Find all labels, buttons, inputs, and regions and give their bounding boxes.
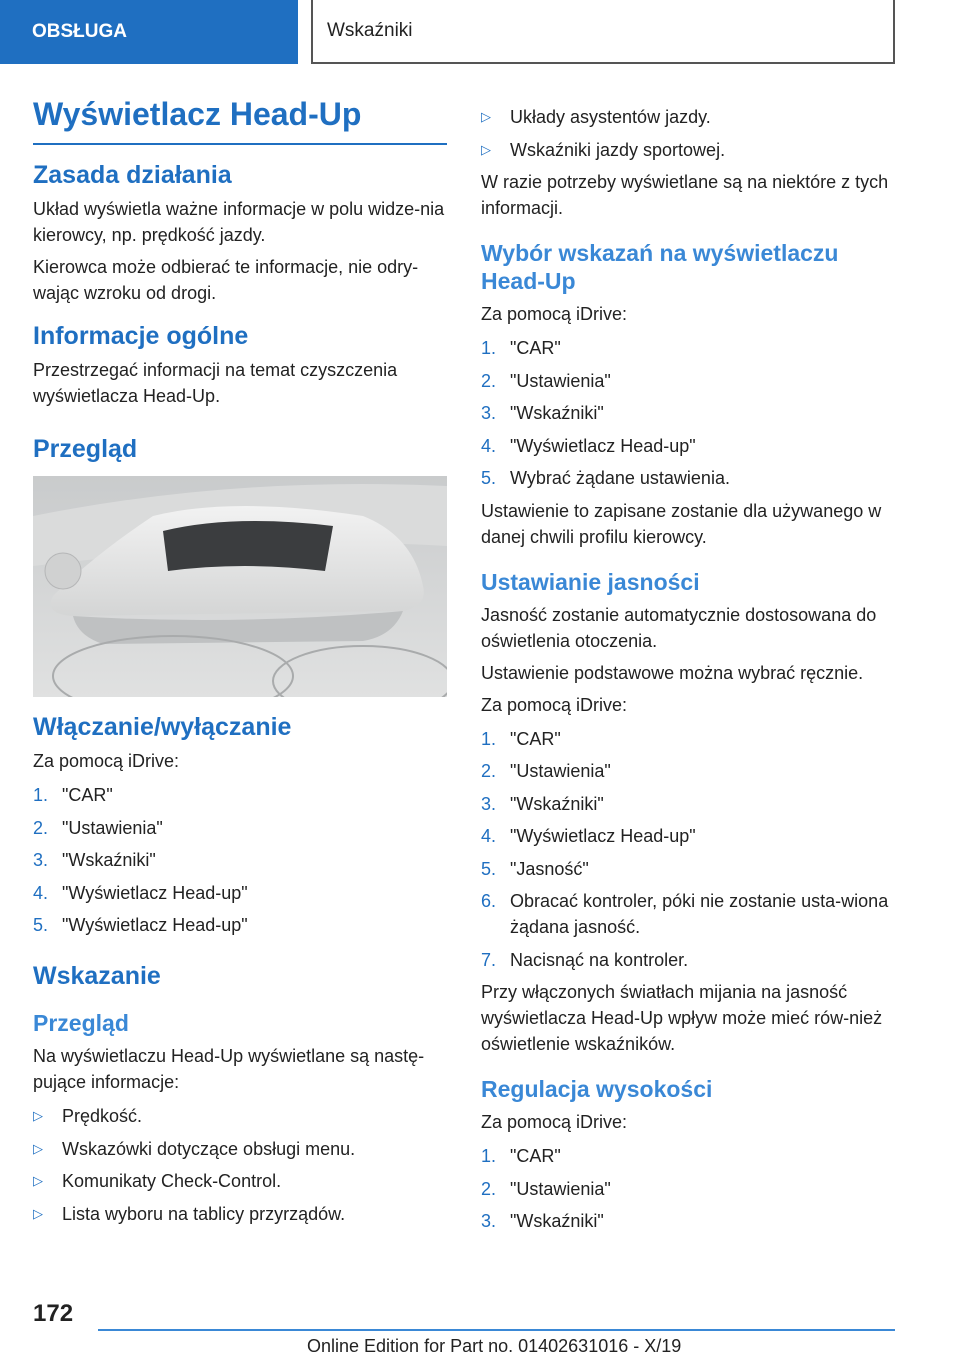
list-item: 1. "CAR" [481, 728, 561, 749]
list-item: ▷ Układy asystentów jazdy. [481, 104, 895, 130]
edition-note: Online Edition for Part no. 01402631016 - X/19 [307, 1336, 682, 1356]
steps-regulacja [481, 1143, 895, 1234]
paragraph: Za pomocą iDrive: [481, 694, 628, 715]
chapter-label: OBSŁUGA [32, 21, 127, 42]
paragraph: Przy włączonych światłach mijania na jasność wyświetlacza Head-Up wpływ może mieć rów-nież oświetlenie wskaźników. [481, 982, 883, 1054]
list-item: 2. "Ustawienia" [481, 370, 611, 391]
list-item: 5. "Wyświetlacz Head-up" [33, 915, 248, 935]
paragraph: Układ wyświetla ważne informacje w polu widze-nia kierowcy, np. prędkość jazdy. [33, 199, 445, 245]
page-number: 172 [33, 1300, 74, 1327]
chapter-tab [0, 0, 298, 64]
list-item: 3. "Wskaźniki" [33, 850, 156, 870]
list-item: 4. "Wyświetlacz Head-up" [481, 435, 696, 456]
paragraph: Za pomocą iDrive: [481, 304, 628, 324]
paragraph: Ustawienie podstawowe można wybrać ręcznie. [481, 662, 864, 683]
triangle-right-icon: ▷ [481, 109, 491, 124]
list-item: 5. "Jasność" [481, 858, 589, 879]
list-item: 1. "CAR" [481, 1146, 561, 1166]
right-column [481, 104, 895, 1241]
list-item: 4. "Wyświetlacz Head-up" [481, 826, 696, 846]
heading-jasnosc: Ustawianie jasności [481, 568, 700, 595]
paragraph: W razie potrzeby wyświetlane są na niektóre z tych informacji. [481, 172, 889, 218]
heading-wlaczanie: Włączanie/wyłączanie [33, 713, 292, 741]
steps-wybor [481, 335, 895, 491]
paragraph: Ustawienie to zapisane zostanie dla używanego w danej chwili profilu kierowcy. [481, 500, 882, 547]
list-item: 3. "Wskaźniki" [481, 403, 604, 423]
list-item: 6. Obracać kontroler, póki nie zostanie usta-wiona żądana jasność. [481, 891, 889, 937]
heading-wybor: Wybór wskazań na wyświetlaczu Head-Up [481, 240, 839, 294]
bullets-continued [481, 104, 895, 163]
heading-wskazanie: Wskazanie [33, 962, 161, 990]
list-item: 5. Wybrać żądane ustawienia. [481, 468, 730, 488]
list-item: ▷ Wskaźniki jazdy sportowej. [481, 137, 895, 163]
heading-regulacja: Regulacja wysokości [481, 1076, 713, 1102]
paragraph: Przestrzegać informacji na temat czyszczenia wyświetlacza Head-Up. [33, 360, 398, 406]
list-item: 3. "Wskaźniki" [481, 1211, 604, 1231]
paragraph: Jasność zostanie automatycznie dostosowana do oświetlenia otoczenia. [481, 604, 877, 651]
heading-zasada: Zasada działania [33, 161, 232, 189]
paragraph: Za pomocą iDrive: [481, 1112, 628, 1132]
section-header [311, 0, 895, 64]
bullets-wskazanie [33, 1103, 447, 1227]
list-item: ▷ Prędkość. [33, 1103, 447, 1129]
list-item: ▷ Wskazówki dotyczące obsługi menu. [33, 1136, 447, 1162]
head-up-display-photo [33, 476, 447, 697]
footer-divider [98, 1329, 895, 1331]
list-item: 2. "Ustawienia" [481, 1178, 611, 1199]
heading-przeglad: Przegląd [33, 435, 138, 463]
page-title: Wyświetlacz Head-Up [33, 96, 447, 145]
triangle-right-icon: ▷ [33, 1108, 43, 1123]
triangle-right-icon: ▷ [481, 141, 491, 157]
steps-jasnosc [481, 726, 895, 973]
list-item: 3. "Wskaźniki" [481, 793, 604, 814]
heading-ogolne: Informacje ogólne [33, 322, 249, 350]
paragraph: Za pomocą iDrive: [33, 751, 180, 771]
steps-wlaczanie [33, 782, 447, 938]
list-item: 2. "Ustawienia" [33, 817, 163, 838]
subheading-przeglad: Przegląd [33, 1010, 129, 1036]
paragraph: Na wyświetlaczu Head-Up wyświetlane są nastę-pujące informacje: [33, 1046, 425, 1092]
paragraph: Kierowca może odbierać te informacje, nie odry-wając wzroku od drogi. [33, 257, 419, 303]
triangle-right-icon: ▷ [33, 1205, 43, 1221]
triangle-right-icon: ▷ [33, 1173, 43, 1188]
list-item: ▷ Lista wyboru na tablicy przyrządów. [33, 1201, 447, 1227]
triangle-right-icon: ▷ [33, 1140, 43, 1156]
left-column [33, 96, 447, 1233]
list-item: 7. Nacisnąć na kontroler. [481, 949, 689, 970]
list-item: 1. "CAR" [481, 338, 561, 358]
section-label: Wskaźniki [327, 20, 413, 41]
list-item: 4. "Wyświetlacz Head-up" [33, 882, 248, 903]
list-item: 2. "Ustawienia" [481, 761, 611, 781]
list-item: 1. "CAR" [33, 785, 113, 805]
list-item: ▷ Komunikaty Check-Control. [33, 1168, 447, 1194]
